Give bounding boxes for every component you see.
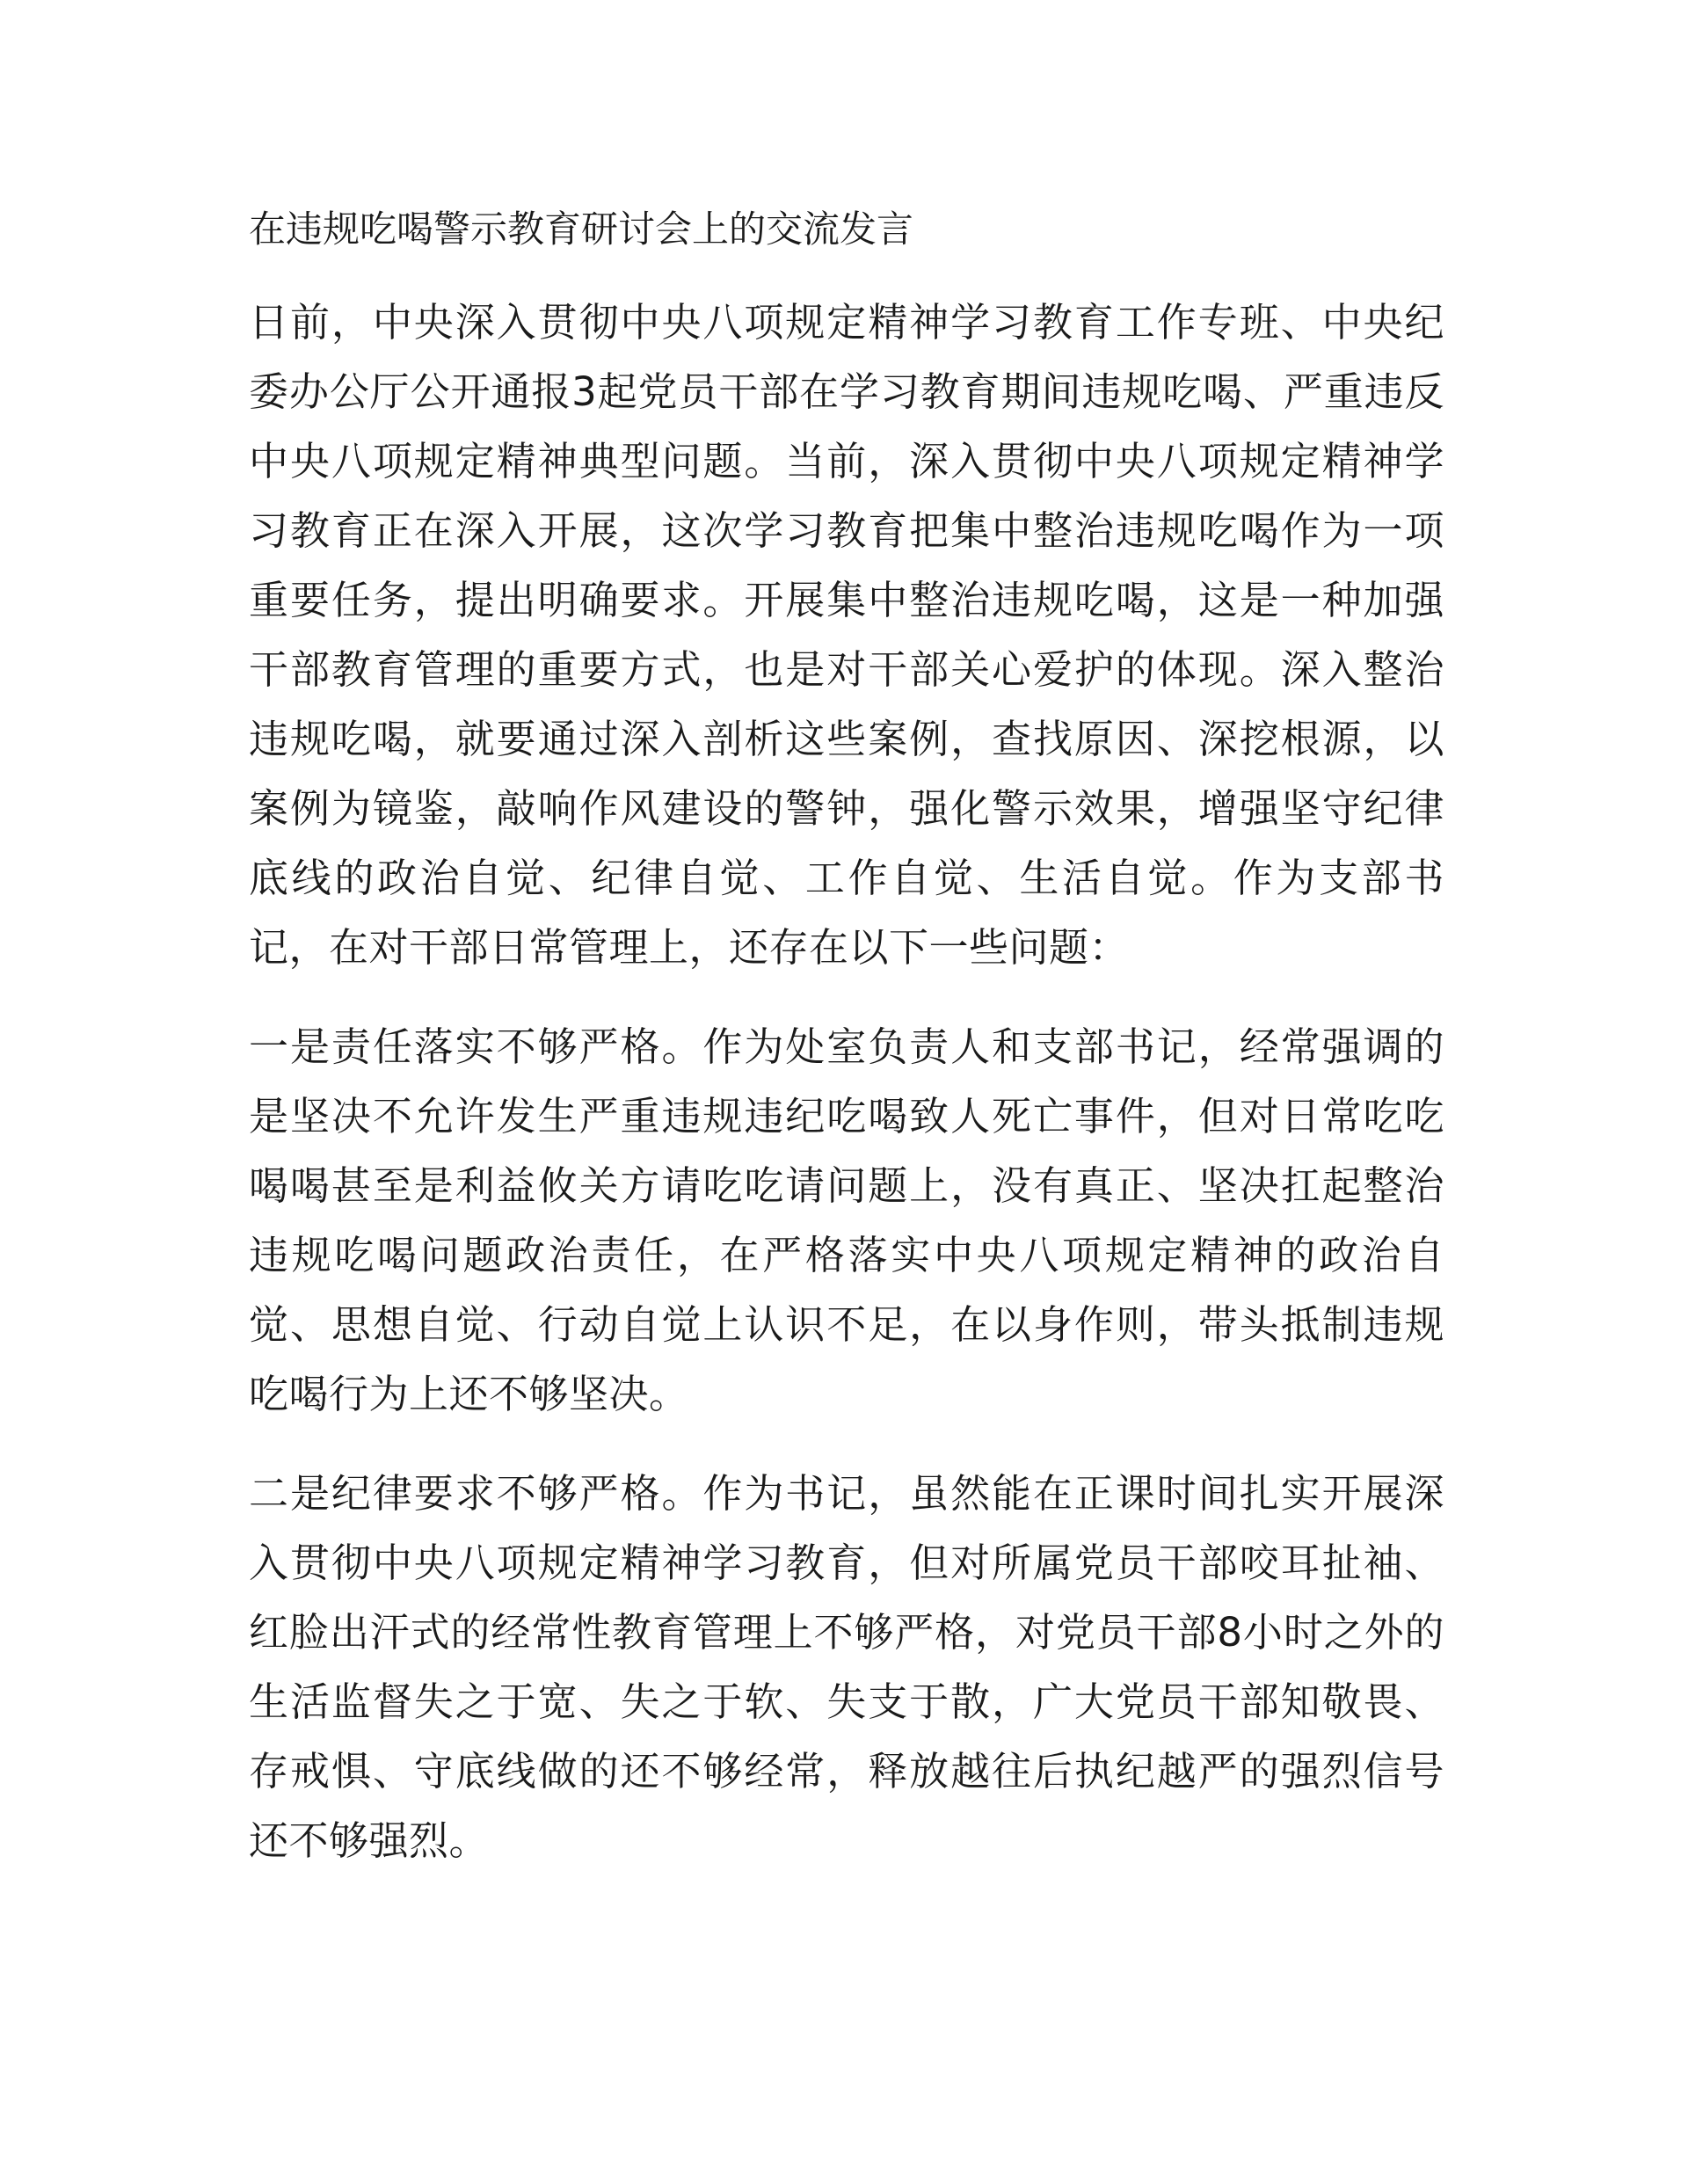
- document-body: [249, 198, 1444, 1905]
- paragraph-point-one: 一是责任落实不够严格。作为处室负责人和支部书记，经常强调的是坚决不允许发生严重违规违纪吃喝致人死亡事件，但对日常吃吃喝喝甚至是利益攸关方请吃吃请问题上，没有真正、坚决扛起整治违规吃喝问题政治责任，在严格落实中央八项规定精神的政治自觉、思想自觉、行动自觉上认识不足，在以身作则，带头抵制违规吃喝行为上还不够坚决。: [249, 1023, 1444, 1417]
- document-title: 在违规吃喝警示教育研讨会上的交流发言: [249, 207, 914, 251]
- paragraph-intro: 日前，中央深入贯彻中央八项规定精神学习教育工作专班、中央纪委办公厅公开通报3起党员干部在学习教育期间违规吃喝、严重违反中央八项规定精神典型问题。当前，深入贯彻中央八项规定精神学习教育正在深入开展，这次学习教育把集中整治违规吃喝作为一项重要任务，提出明确要求。开展集中整治违规吃喝，这是一种加强干部教育管理的重要方式，也是对干部关心爱护的体现。深入整治违规吃喝，就要通过深入剖析这些案例，查找原因、深挖根源，以案例为镜鉴，敲响作风建设的警钟，强化警示效果，增强坚守纪律底线的政治自觉、纪律自觉、工作自觉、生活自觉。作为支部书记，在对干部日常管理上，还存在以下一些问题：: [249, 299, 1444, 971]
- paragraph-point-two: 二是纪律要求不够严格。作为书记，虽然能在正课时间扎实开展深入贯彻中央八项规定精神学习教育，但对所属党员干部咬耳扯袖、红脸出汗式的经常性教育管理上不够严格，对党员干部8小时之外的生活监督失之于宽、失之于软、失支于散，广大党员干部知敬畏、存戒惧、守底线做的还不够经常，释放越往后执纪越严的强烈信号还不够强烈。: [249, 1470, 1444, 1864]
